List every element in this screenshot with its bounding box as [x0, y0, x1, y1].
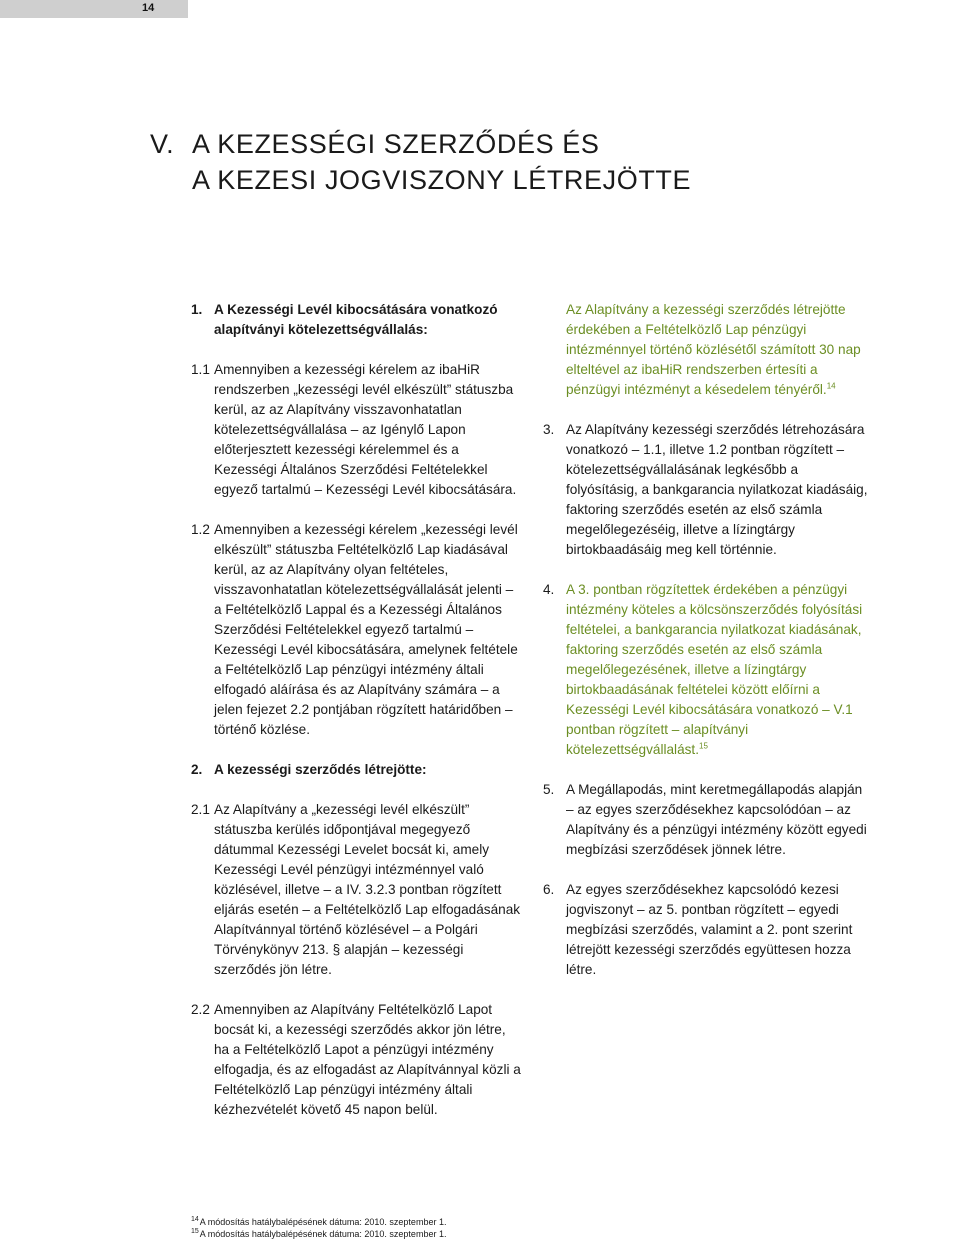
section-text: Amennyiben az Alapítvány Feltételközlő Lapot bocsát ki, a kezességi szerződés akkor jön létre, ha a Feltételközlő Lapot a pénzügyi intézmény elfogadja, és az elfogadást az Alapítvánnyal közli a Feltételközlő Lap pénzügyi intézmény általi kézhezvételét követő 45 napon belül. [214, 1002, 521, 1117]
section-number: 6. [543, 882, 555, 897]
section-text: Az Alapítvány kezességi szerződés létrehozására vonatkozó – 1.1, illetve 1.2 pontban rögzített – kötelezettségvállalásának legkésőbb a folyósításig, a bankgarancia nyilatkozat kiadásáig, faktoring szerződés esetén az első számla megelőlegezéséig, illetve a lízingtárgy birtokbaadásáig meg kell történnie. [566, 422, 868, 557]
section-4 [543, 580, 873, 760]
section-text: Az egyes szerződésekhez kapcsolódó kezesi jogviszonyt – az 5. pontban rögzített – egyedi megbízási szerződés, valamint a 2. pont szerint létrejött kezességi szerződés együttesen hozza létre. [566, 882, 853, 977]
section-number: 1.1 [191, 362, 210, 377]
section-2-1 [191, 800, 521, 980]
footnote-text: A módosítás hatálybalépésének dátuma: 2010. szeptember 1. [199, 1229, 447, 1239]
section-text: Az Alapítvány a „kezességi levél elkészült” státuszba kerülés időpontjával megegyező dátummal Kezességi Levelet bocsát ki, amely Kezességi Levél pénzügyi intézménnyel való közlésével, illetve – a IV. 3.2.3 pontban rögzített eljárás esetén – a Feltételközlő Lap elfogadásának Alapítvánnyal történő közlésével – a Polgári Törvénykönyv 213. § alapján – kezességi szerződés jön létre. [214, 802, 521, 977]
section-number: 2.2 [191, 1002, 210, 1017]
section-number: 2. [191, 762, 203, 777]
footnote-ref-14: 14 [826, 381, 836, 391]
section-2-2-continuation [543, 300, 873, 400]
section-1-heading [191, 300, 521, 340]
section-1-2 [191, 520, 521, 740]
section-2-heading [191, 760, 521, 780]
right-column [543, 300, 873, 1000]
chapter-title-text-1: A KEZESSÉGI SZERZŐDÉS ÉS [192, 129, 600, 159]
section-3 [543, 420, 873, 560]
section-2-2 [191, 1000, 521, 1120]
chapter-title [150, 126, 790, 198]
section-text: A Megállapodás, mint keretmegállapodás alapján – az egyes szerződésekhez kapcsolódóan – az Alapítvány és a pénzügyi intézmény között egyedi megbízási szerződések jönnek létre. [566, 782, 867, 857]
section-number: 5. [543, 782, 555, 797]
footnote-ref-15: 15 [699, 741, 708, 751]
section-1-1 [191, 360, 521, 500]
page-number: 14 [142, 2, 155, 14]
section-number: 1.2 [191, 522, 210, 537]
continuation-text: Az Alapítvány a kezességi szerződés létrejötte érdekében a Feltételközlő Lap pénzügyi intézménnyel történő közlésétől számított 30 nap elteltével az ibaHiR rendszerben értesíti a pénzügyi intézményt a késedelem tényéről. [566, 302, 861, 397]
footnote-15 [191, 1228, 446, 1240]
footnote-mark: 15 [191, 1228, 199, 1235]
section-5 [543, 780, 873, 860]
footnotes [191, 1216, 446, 1240]
section-number: 3. [543, 422, 555, 437]
chapter-title-line-2: A KEZESI JOGVISZONY LÉTREJÖTTE [192, 165, 692, 195]
amended-text: A 3. pontban rögzítettek érdekében a pénzügyi intézmény köteles a kölcsönszerződés folyósítási feltételei, a bankgarancia nyilatkozat kiadásának, faktoring szerződés esetén az első számla megelőlegezésének, illetve a lízingtárgy birtokbaadásának feltételei között előírni a Kezességi Levél kibocsátására vonatkozó – V.1 pontban rögzített – alapítványi kötelezettségvállalást. [566, 582, 863, 757]
section-heading: A Kezességi Levél kibocsátására vonatkozó alapítványi kötelezettségvállalás: [214, 302, 498, 337]
left-column [191, 300, 521, 1140]
footnote-mark: 14 [191, 1216, 199, 1223]
section-heading: A kezességi szerződés létrejötte: [214, 762, 427, 777]
chapter-number: V. [150, 129, 175, 159]
section-number: 1. [191, 302, 203, 317]
section-number: 4. [543, 582, 555, 597]
section-6 [543, 880, 873, 980]
footnote-text: A módosítás hatálybalépésének dátuma: 2010. szeptember 1. [199, 1217, 447, 1227]
page-header-tab [0, 0, 188, 18]
section-text: Amennyiben a kezességi kérelem az ibaHiR rendszerben „kezességi levél elkészült” státuszba kerül, az az Alapítvány visszavonhatatlan kötelezettségvállalása – az Igénylő Lapon előterjesztett kezességi kérelemmel és a Kezességi Általános Szerződési Feltételekkel egyező tartalmú – Kezességi Levél kibocsátására. [214, 362, 517, 497]
section-text-amended [566, 580, 873, 760]
section-text: Amennyiben a kezességi kérelem „kezességi levél elkészült” státuszba Feltételközlő Lap kiadásával kerül, az az Alapítvány olyan feltételes, visszavonhatatlan kötelezettségvállalását jelenti – a Feltételközlő Lappal és a Kezességi Általános Szerződési Feltételekkel egyező tartalmú – Kezességi Levél kibocsátására, amelynek feltétele a Feltételközlő Lap pénzügyi intézmény általi elfogadó aláírása és az Alapítvány számára – a jelen fejezet 2.2 pontjában rögzített határidőben – történő közlése. [214, 522, 518, 737]
footnote-14 [191, 1216, 446, 1228]
chapter-title-line-1 [150, 126, 790, 162]
section-number: 2.1 [191, 802, 210, 817]
